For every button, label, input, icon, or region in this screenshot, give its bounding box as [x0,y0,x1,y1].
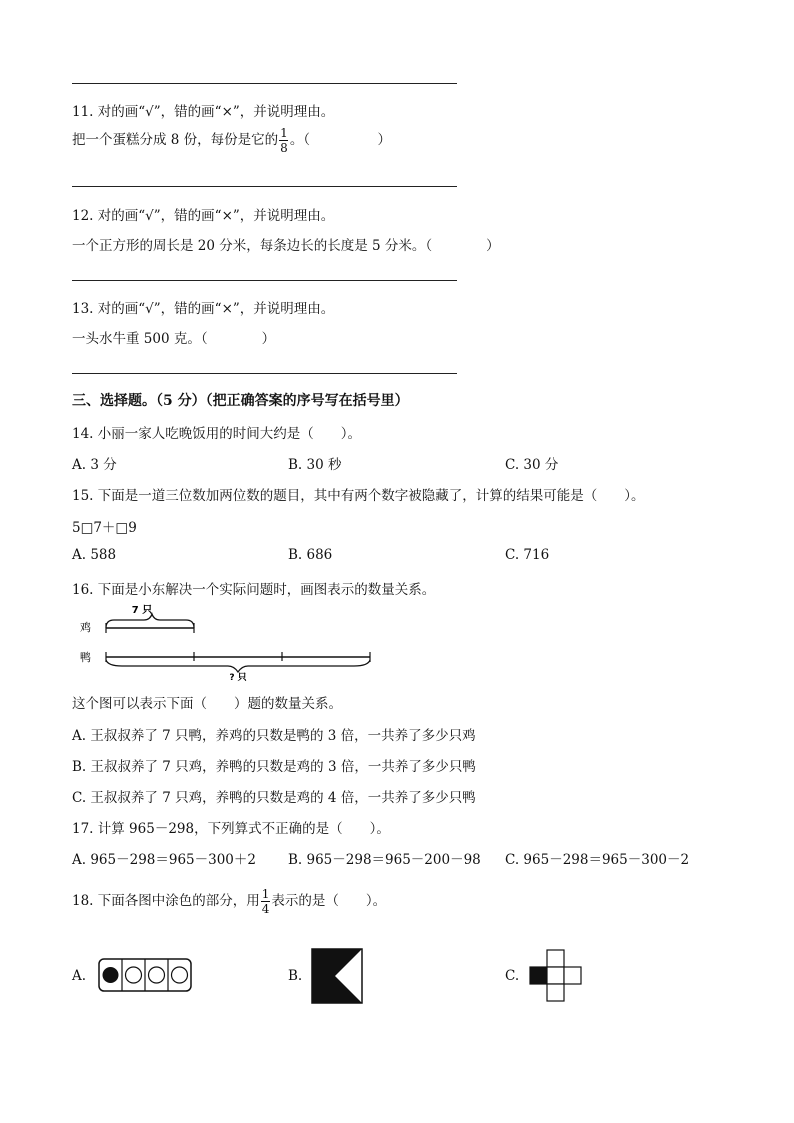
question-13-statement: 一头水牛重 500 克。（ ） [72,331,276,347]
duck-label: 鸭 [80,651,91,664]
option-a[interactable]: A. 王叔叔养了 7 只鸭，养鸡的只数是鸭的 3 倍，一共养了多少只鸡 [72,728,476,744]
fraction-denominator: 8 [280,141,288,155]
fraction-denominator: 4 [261,902,270,916]
option-c[interactable]: C. 965－298＝965－300－2 [505,852,690,868]
bar-diagram-svg [72,600,382,682]
top-brace [106,614,194,628]
question-16-prompt: 这个图可以表示下面（ ）题的数量关系。 [72,696,342,712]
section-heading: 三、选择题。（5 分）（把正确答案的序号写在括号里） [72,393,409,409]
option-c[interactable]: C. 716 [505,547,550,563]
question-13-title: 13. 对的画“√”，错的画“×”，并说明理由。 [72,301,335,317]
question-12-statement: 一个正方形的周长是 20 分米，每条边长的长度是 5 分米。（ ） [72,238,500,254]
option-a-label[interactable]: A. [72,968,87,984]
option-c[interactable]: C. 30 分 [505,457,559,473]
chicken-count-label: 7 只 [131,605,153,616]
empty-circle [149,967,165,983]
fraction-numerator: 1 [280,126,288,140]
divider-line [72,83,457,84]
empty-circle [172,967,188,983]
shaded-square [530,967,547,984]
question-18-title [72,888,386,915]
option-a[interactable]: A. 3 分 [72,457,117,473]
cross-net-figure [529,948,583,1004]
question-15-title: 15. 下面是一道三位数加两位数的题目，其中有两个数字被隐藏了，计算的结果可能是（ ）。 [72,488,645,504]
fraction-one-quarter [261,888,271,915]
option-c-label[interactable]: C. [505,968,520,984]
empty-circle [126,967,142,983]
hidden-digit-expression: 5□7＋□9 [72,520,137,536]
option-c[interactable]: C. 王叔叔养了 7 只鸡，养鸭的只数是鸡的 4 倍，一共养了多少只鸭 [72,790,476,806]
option-b[interactable]: B. 30 秒 [288,457,342,473]
option-a[interactable]: A. 965－298＝965－300＋2 [72,852,256,868]
option-b[interactable]: B. 686 [288,547,333,563]
four-circles-figure [98,958,192,992]
question-11-title: 11. 对的画“√”，错的画“×”，并说明理由。 [72,104,335,120]
option-a-figure[interactable] [98,958,192,996]
shaded-square-figure [311,948,363,1004]
question-18-text-end: 表示的是（ ）。 [271,893,387,909]
question-11-statement [72,127,391,154]
option-b-figure[interactable] [311,948,363,1008]
question-14-title: 14. 小丽一家人吃晚饭用的时间大约是（ ）。 [72,426,362,442]
option-b[interactable]: B. 王叔叔养了 7 只鸡，养鸭的只数是鸡的 3 倍，一共养了多少只鸭 [72,759,476,775]
chicken-label: 鸡 [80,621,91,634]
shaded-circle [103,967,119,983]
question-11-text: 把一个蛋糕分成 8 份，每份是它的 [72,132,279,148]
divider-line [72,373,457,374]
bottom-brace [106,660,370,672]
option-b-label[interactable]: B. [288,968,303,984]
option-a[interactable]: A. 588 [72,547,117,563]
option-b[interactable]: B. 965－298＝965－200－98 [288,852,481,868]
divider-line [72,280,457,281]
question-17-title: 17. 计算 965－298，下列算式不正确的是（ ）。 [72,821,390,837]
question-18-text: 18. 下面各图中涂色的部分，用 [72,893,260,909]
fraction-one-eighth [279,127,289,154]
quantity-diagram [72,600,382,682]
option-c-figure[interactable] [529,948,583,1008]
answer-blank[interactable]: 。（ ） [289,132,392,148]
question-16-title: 16. 下面是小东解决一个实际问题时，画图表示的数量关系。 [72,582,436,598]
duck-count-label: ? 只 [229,673,247,682]
fraction-numerator: 1 [261,887,270,901]
divider-line [72,186,457,187]
question-12-title: 12. 对的画“√”，错的画“×”，并说明理由。 [72,208,335,224]
